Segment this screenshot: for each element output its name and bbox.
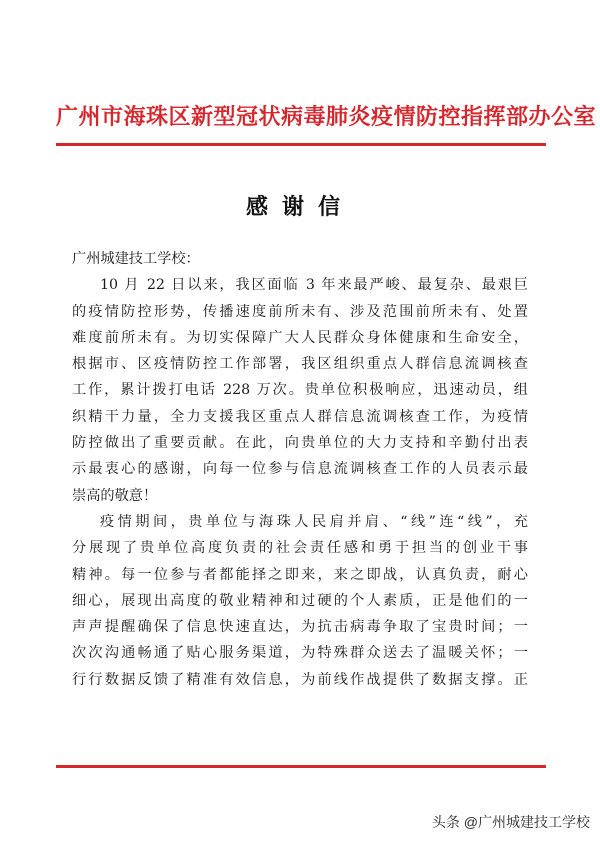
paragraph-line: 示最衷心的感谢，向每一位参与信息流调核查工作的人员表示最 bbox=[72, 461, 528, 478]
footer-divider bbox=[56, 765, 546, 768]
paragraph-line: 防控做出了重要贡献。在此，向贵单位的大力支持和辛勤付出表 bbox=[72, 435, 528, 452]
paragraph-line: 精神。每一位参与者都能择之即来，来之即战，认真负责，耐心 bbox=[72, 566, 528, 583]
paragraph-line: 声声提醒确保了信息快速直达，为抗击病毒争取了宝贵时间；一 bbox=[72, 619, 528, 636]
header-divider bbox=[56, 143, 546, 146]
paragraph-line: 崇高的敬意！ bbox=[72, 487, 158, 504]
paragraph-line: 织精干力量，全力支援我区重点人群信息流调核查工作，为疫情 bbox=[72, 408, 528, 425]
source-watermark: 头条 @广州城建技工学校 bbox=[431, 814, 590, 830]
paragraph-line: 行行数据反馈了精准有效信息，为前线作战提供了数据支撑。正 bbox=[72, 671, 528, 688]
letter-body bbox=[72, 246, 528, 693]
paragraph-line: 次次沟通畅通了贴心服务渠道，为特殊群众送去了温暖关怀；一 bbox=[72, 645, 528, 662]
salutation: 广州城建技工学校： bbox=[72, 251, 200, 267]
paragraph-line: 根据市、区疫情防控工作部署，我区组织重点人群信息流调核查 bbox=[72, 356, 528, 373]
letter-title: 感谢信 bbox=[245, 194, 354, 220]
paragraph-line: 工作，累计拨打电话 228 万次。贵单位积极响应，迅速动员，组 bbox=[72, 382, 528, 399]
paragraph-line: 细心，展现出高度的敬业精神和过硬的个人素质，正是他们的一 bbox=[72, 592, 528, 609]
paragraph-line: 难度前所未有。为切实保障广大人民群众身体健康和生命安全， bbox=[72, 329, 528, 346]
organization-header: 广州市海珠区新型冠状病毒肺炎疫情防控指挥部办公室 bbox=[56, 104, 597, 130]
paragraph-line: 的疫情防控形势，传播速度前所未有、涉及范围前所未有、处置 bbox=[72, 303, 528, 320]
paragraph-line: 分展现了贵单位高度负责的社会责任感和勇于担当的创业干事 bbox=[72, 540, 528, 557]
paragraph-line: 疫情期间，贵单位与海珠人民肩并肩、“线”连“线”，充 bbox=[100, 513, 528, 530]
paragraph-line: 10 月 22 日以来，我区面临 3 年来最严峻、最复杂、最艰巨 bbox=[100, 277, 528, 294]
